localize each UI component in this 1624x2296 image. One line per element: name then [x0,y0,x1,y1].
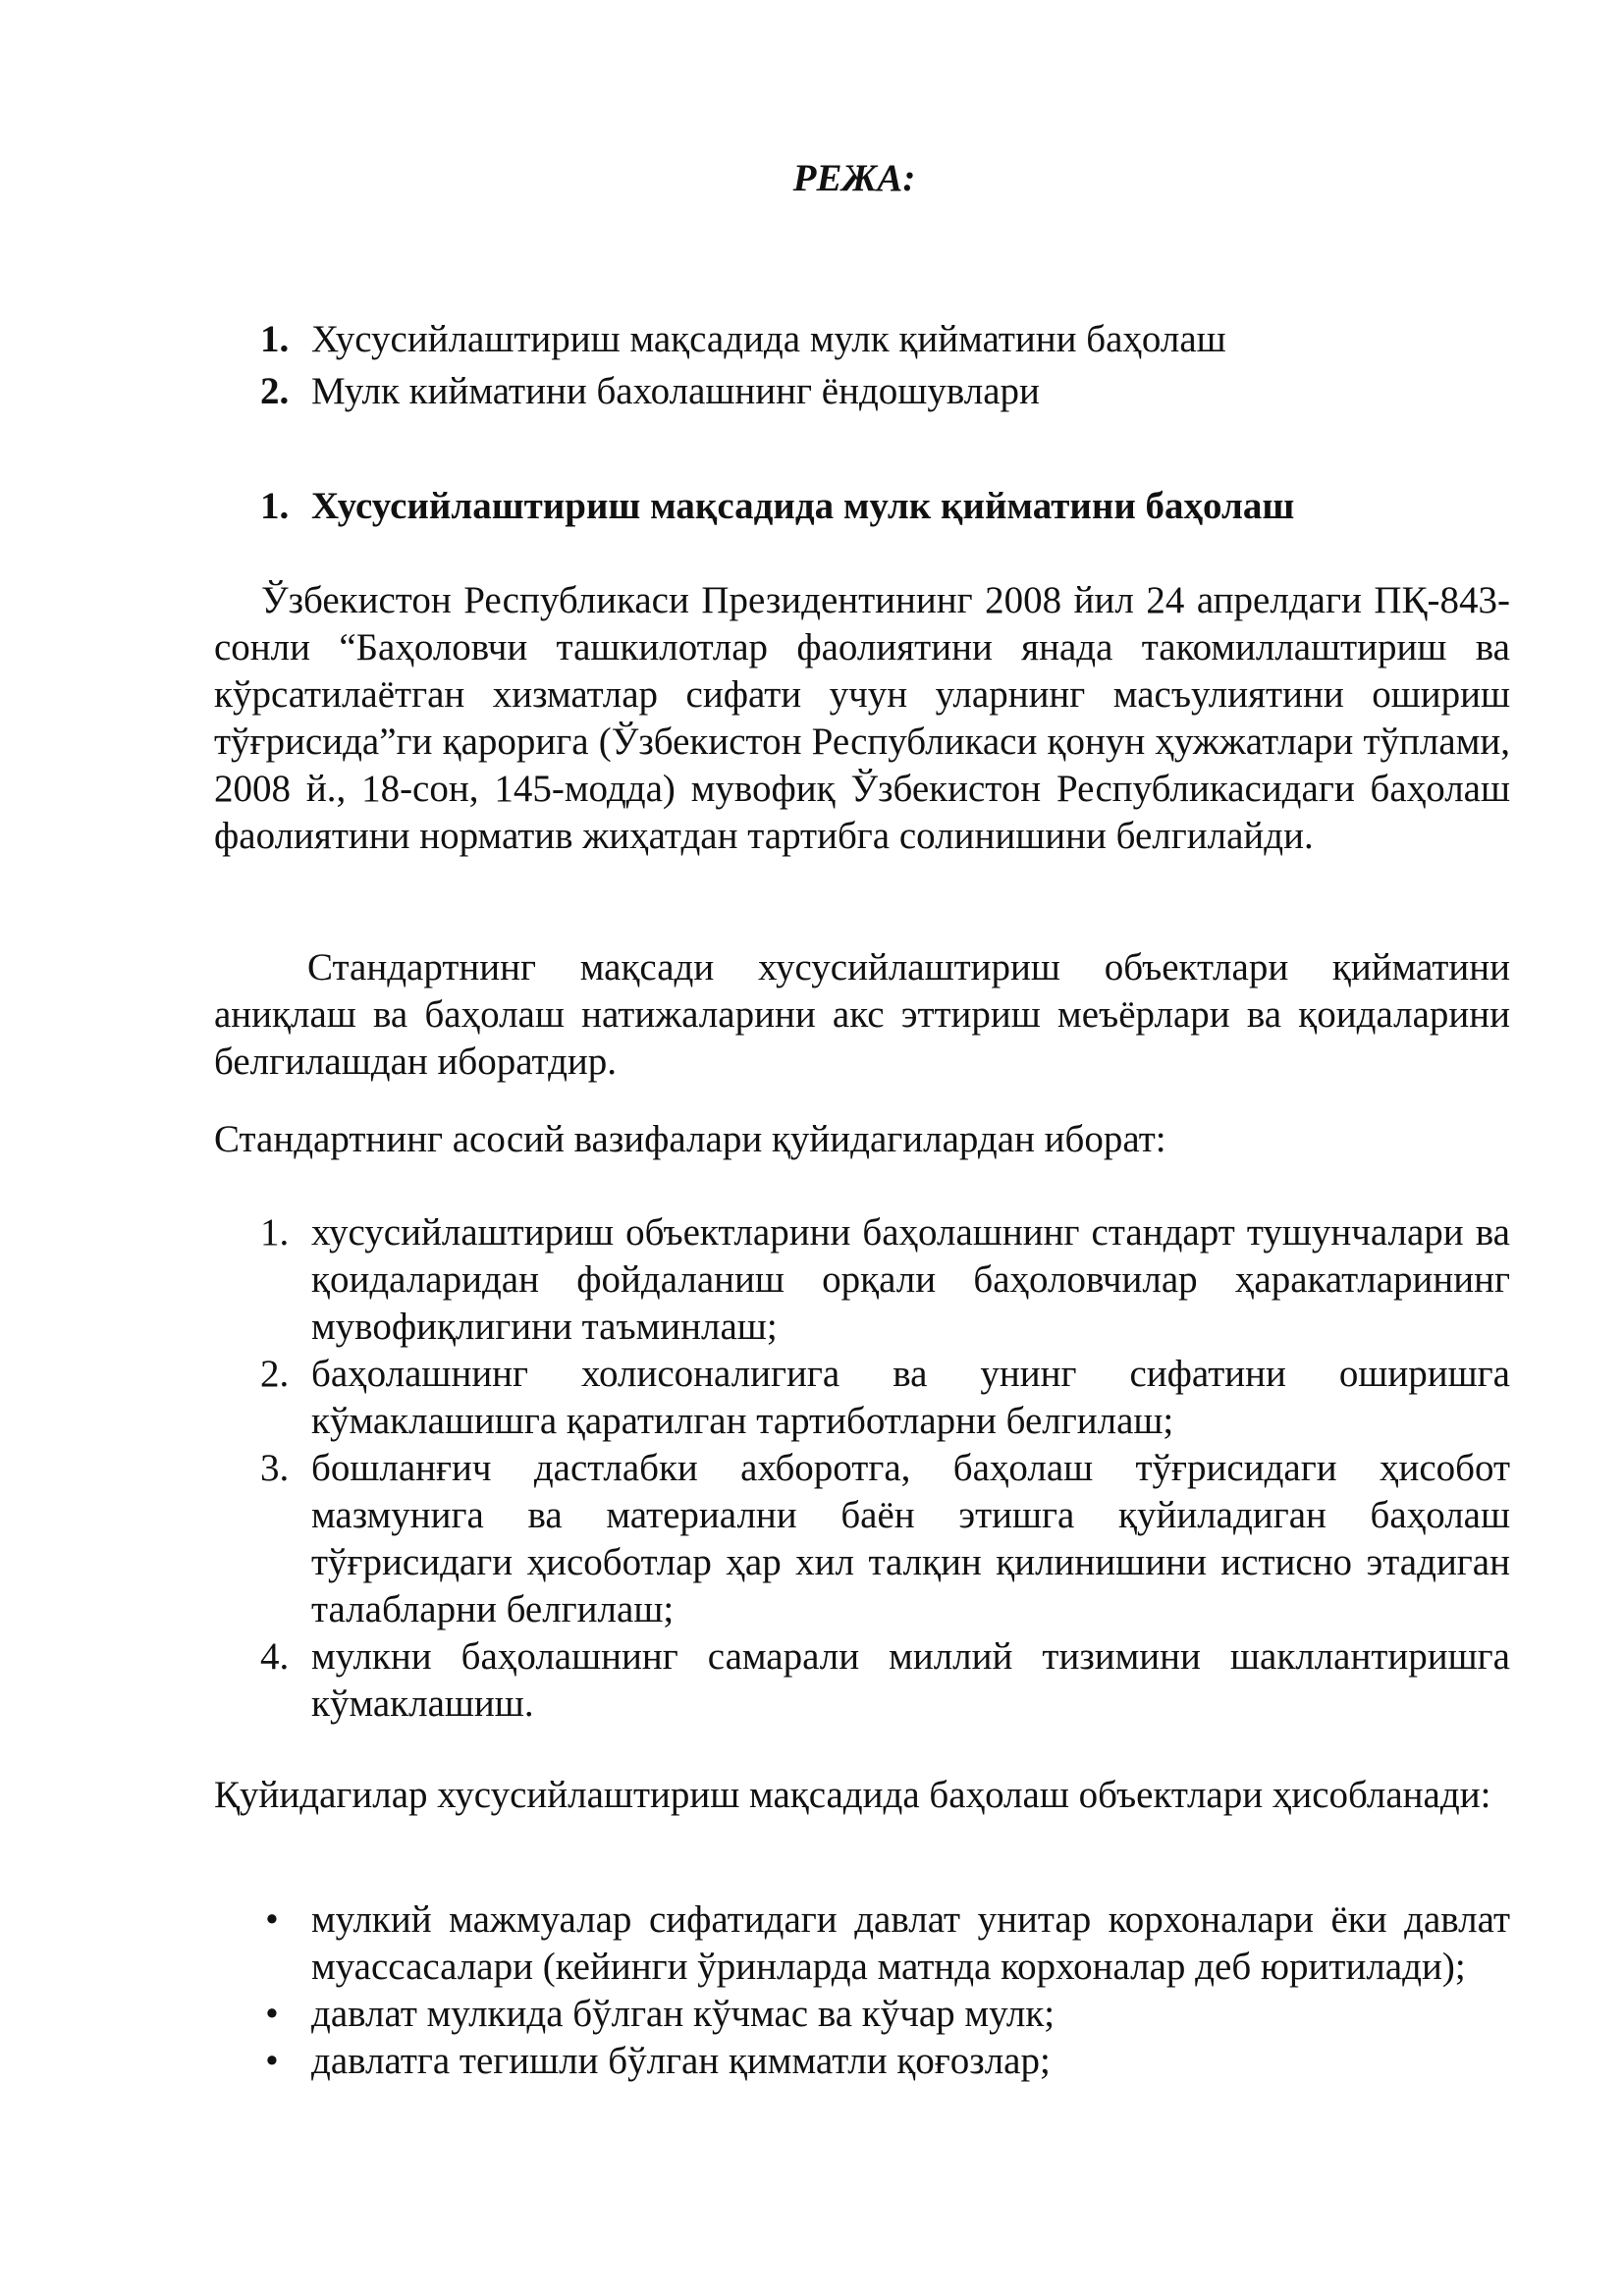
outline-item [260,368,1226,420]
task-item [260,1445,1510,1633]
outline-item-number: 2. [260,370,290,412]
task-item [260,1351,1510,1445]
section-heading-number: 1. [260,485,290,527]
purpose-paragraph: Стандартнинг мақсади хусусийлаштириш объектлари қийматини аниқлаш ва баҳолаш натижаларини акс эттириш меъёрлари ва қоидаларини белгилашдан иборатдир. [214,946,1510,1083]
object-item [260,1991,1510,2038]
outline-item-number: 1. [260,318,290,360]
outline-item-text: Хусусийлаштириш мақсадида мулк қийматини баҳолаш [311,318,1226,360]
objects-intro-paragraph: Қуйидагилар хусусийлаштириш мақсадида баҳолаш объектлари ҳисобланади: [214,1774,1491,1816]
objects-list [260,1896,1510,2085]
task-text: хусусийлаштириш объектларини баҳолашнинг стандарт тушунчалари ва қоидаларидан фойдаланиш орқали баҳоловчилар ҳаракатларининг мувофиқлигини таъминлаш; [311,1211,1510,1348]
outline-item [260,316,1226,368]
object-text: давлатга тегишли бўлган қимматли қоғозлар; [311,2040,1051,2082]
section-heading [260,483,1294,530]
bullet-icon: • [265,1898,279,1941]
task-number: 2. [260,1353,290,1395]
task-item [260,1633,1510,1728]
tasks-intro-paragraph: Стандартнинг асосий вазифалари қуйидагилардан иборат: [214,1118,1166,1160]
task-number: 3. [260,1447,290,1489]
outline-item-text: Мулк кийматини бахолашнинг ёндошувлари [311,370,1040,412]
intro-paragraph: Ўзбекистон Республикаси Президентининг 2008 йил 24 апрелдаги ПҚ-843-сонли “Баҳоловчи ташкилотлар фаолиятини янада такомиллаштириш ва кўрсатилаётган хизматлар сифати учун уларнинг масъулиятини ошириш тўғрисида”ги қарорига (Ўзбекистон Республикаси қонун ҳужжатлари тўплами, 2008 й., 18-сон, 145-модда) мувофиқ Ўзбекистон Республикасидаги баҳолаш фаолиятини норматив жиҳатдан тартибга солинишини белгилайди. [214,579,1510,857]
task-number: 1. [260,1211,290,1254]
task-text: мулкни баҳолашнинг самарали миллий тизимини шакллантиришга кўмаклашиш. [311,1635,1510,1725]
task-text: бошланғич дастлабки ахборотга, баҳолаш тўғрисидаги ҳисобот мазмунига ва материални баён этишга қуйиладиган баҳолаш тўғрисидаги ҳисоботлар ҳар хил талқин қилинишини истисно этадиган талабларни белгилаш; [311,1447,1510,1630]
object-item [260,1896,1510,1991]
section-heading-text: Хусусийлаштириш мақсадида мулк қийматини баҳолаш [311,485,1295,527]
bullet-icon: • [265,2040,279,2082]
task-text: баҳолашнинг холисоналигига ва унинг сифатини оширишга кўмаклашишга қаратилган тартиботларни белгилаш; [311,1353,1510,1442]
object-text: мулкий мажмуалар сифатидаги давлат унитар корхоналари ёки давлат муассасалари (кейинги ўринларда матнда корхоналар деб юритилади); [311,1898,1510,1988]
task-number: 4. [260,1635,290,1678]
page-title: РЕЖА: [792,157,916,199]
outline-list [260,316,1226,420]
task-item [260,1209,1510,1351]
bullet-icon: • [265,1993,279,2035]
object-text: давлат мулкида бўлган кўчмас ва кўчар мулк; [311,1993,1056,2035]
object-item [260,2038,1510,2085]
tasks-list [260,1209,1510,1728]
